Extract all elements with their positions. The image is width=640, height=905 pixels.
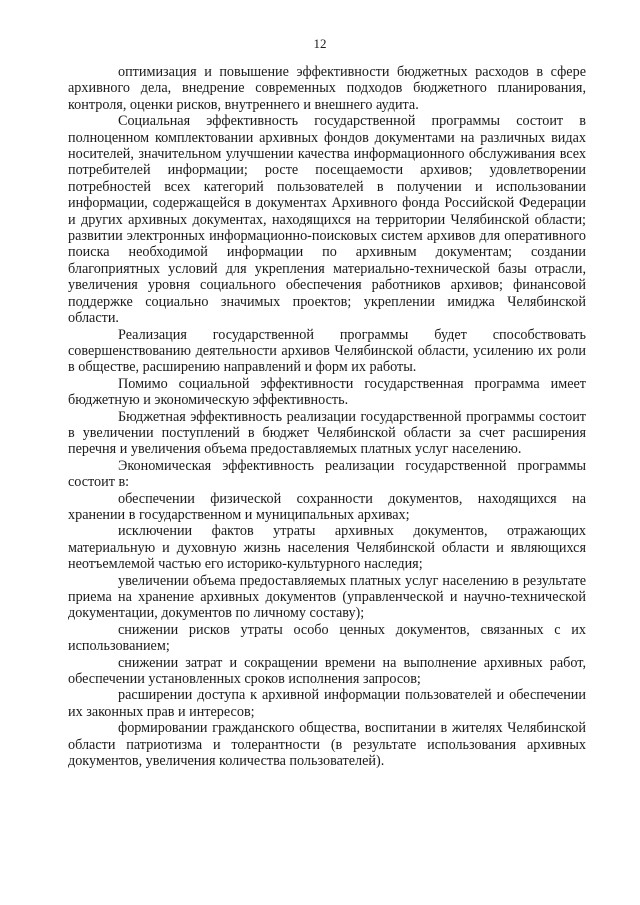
list-item-paid-services: увеличении объема предоставляемых платных услуг населению в результате приема на хранение архивных документов (управленческой и научно-технической документации, документов по личному составу); (68, 572, 586, 622)
document-body (68, 64, 586, 769)
list-item-physical-safety: обеспечении физической сохранности документов, находящихся на хранении в государственном и муниципальных архивах; (68, 490, 586, 523)
list-item-loss-prevention: исключении фактов утраты архивных документов, отражающих материальную и духовную жизнь населения Челябинской области и являющихся неотъемлемой частью его историко-культурного наследия; (68, 523, 586, 573)
list-item-cost-reduction: снижении затрат и сокращении времени на выполнение архивных работ, обеспечении установленных сроков исполнения запросов; (68, 654, 586, 688)
paragraph-budget-efficiency: Бюджетная эффективность реализации государственной программы состоит в увеличении поступлений в бюджет Челябинской области за счет расширения перечня и увеличения объема предоставляемых платных услуг населению. (68, 408, 586, 458)
paragraph-social-efficiency: Социальная эффективность государственной программы состоит в полноценном комплектовании архивных фондов документами на различных видах носителей, значительном улучшении качества информационного обслуживания всех потребителей информации; росте посещаемости архивов; удовлетворении потребностей всех категорий пользователей в получении и использовании информации, содержащейся в документах Архивного фонда Российской Федерации и других архивных документах, находящихся на территории Челябинской области; развитии электронных информационно-поисковых систем архивов для оперативного поиска необходимой информации по архивным документам; создании благоприятных условий для укрепления материально-технической базы отрасли, увеличения уровня социального обеспечения работников архивов; финансовой поддержке социально значимых проектов; укреплении имиджа Челябинской области. (68, 113, 586, 327)
paragraph-implementation: Реализация государственной программы будет способствовать совершенствованию деятельности архивов Челябинской области, усилению их роли в обществе, расширению направлений и форм их работы. (68, 326, 586, 376)
paragraph-besides-social: Помимо социальной эффективности государственная программа имеет бюджетную и экономическую эффективность. (68, 375, 586, 409)
list-item-access-expansion: расширении доступа к архивной информации пользователей и обеспечении их законных прав и интересов; (68, 687, 586, 720)
paragraph-economic-efficiency: Экономическая эффективность реализации государственной программы состоит в: (68, 457, 586, 491)
page-number: 12 (313, 36, 327, 51)
list-item-risk-reduction: снижении рисков утраты особо ценных документов, связанных с их использованием; (68, 621, 586, 655)
list-item-civil-society: формировании гражданского общества, воспитании в жителях Челябинской области патриотизма и толерантности (в результате использования архивных документов, увеличения количества пользователей). (68, 720, 586, 770)
paragraph-budget-optimization: оптимизация и повышение эффективности бюджетных расходов в сфере архивного дела, внедрение современных подходов бюджетного планирования, контроля, оценки рисков, внутреннего и внешнего аудита. (68, 64, 586, 113)
